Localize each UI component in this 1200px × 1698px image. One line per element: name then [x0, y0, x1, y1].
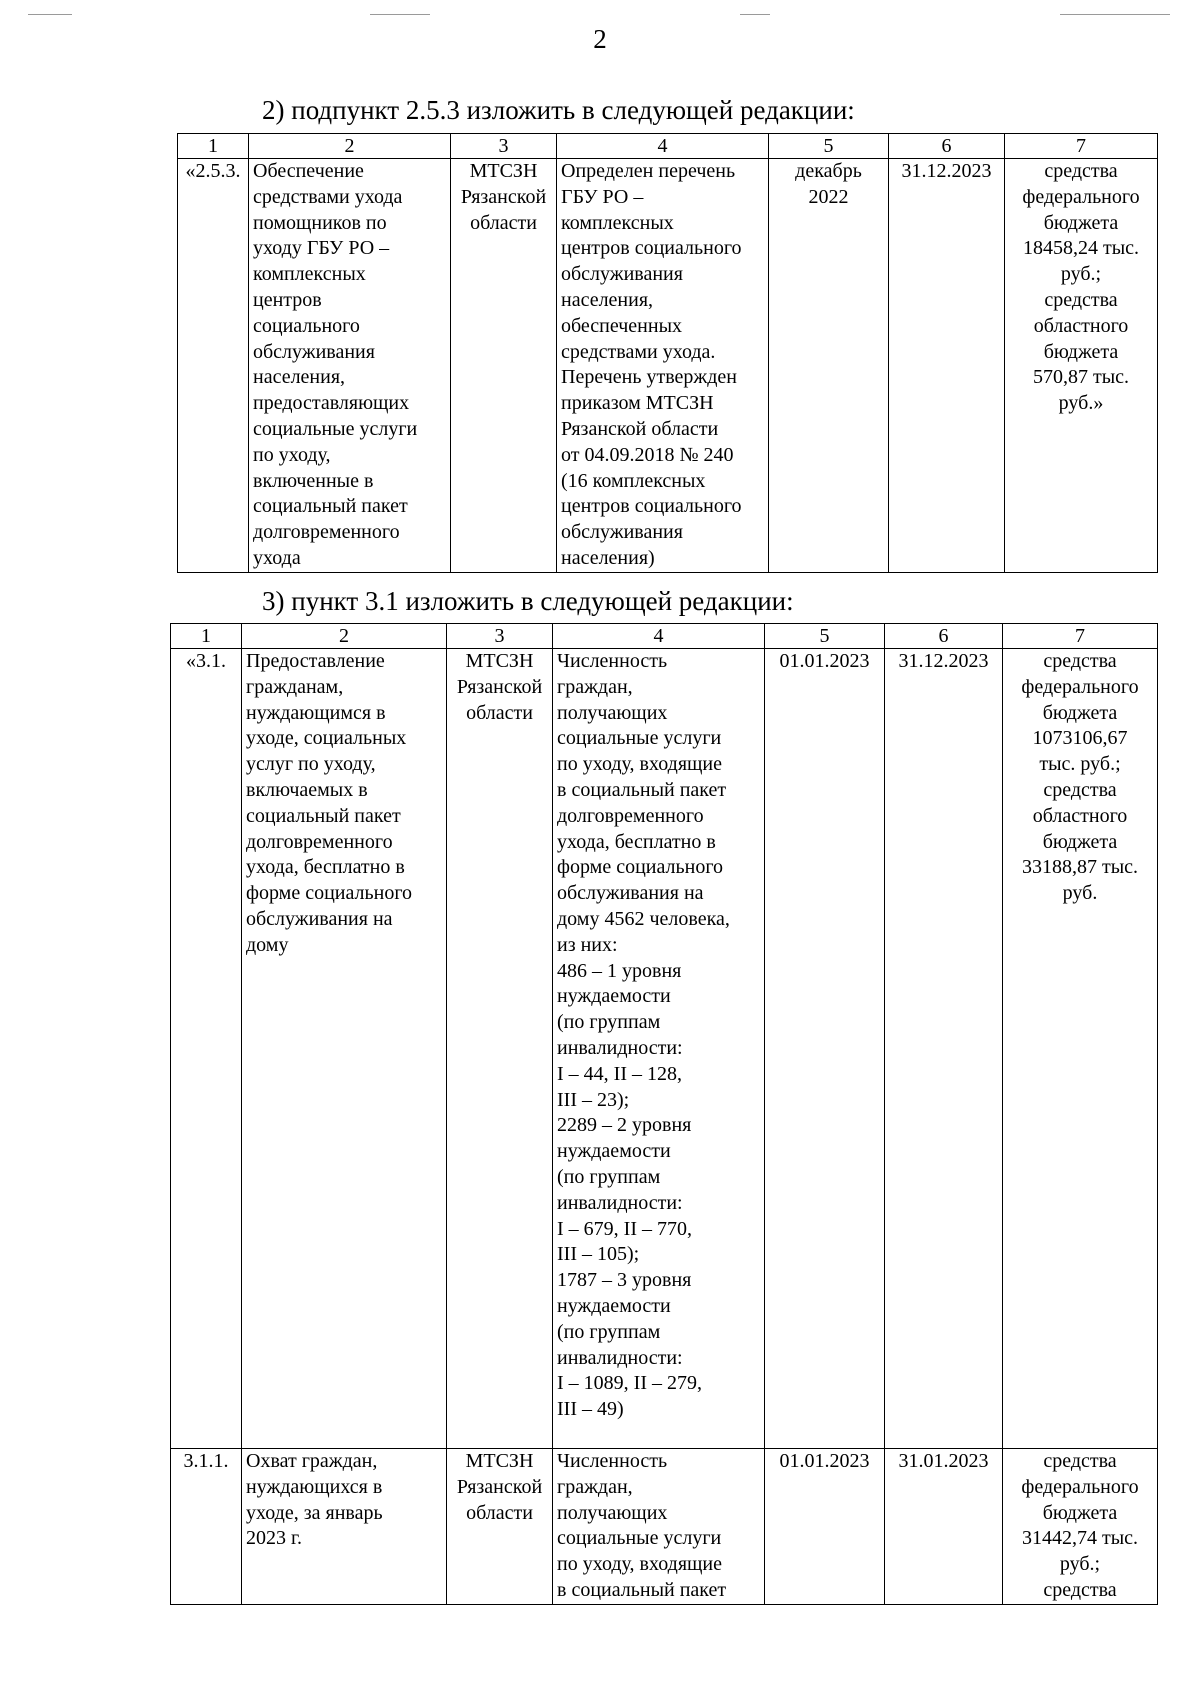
item-result: Численность граждан, получающих социальные услуги по уходу, входящие в социальный пакет долговременного ухода, бесплатно в форме социального обслуживания на дому 4562 человека, из них: 486 – 1 уровня нуждаемости (по группам инвалидности: I – 44, II – 128, III – 23); 2289 – 2 уровня нуждаемости (по группам инвалидности: I – 679, II – 770, III – 105); 1787 – 3 уровня нуждаемости (по группам инвалидности: I – 1089, II – 279, III – 49) [553, 649, 765, 1449]
item-name: Охват граждан, нуждающихся в уходе, за январь 2023 г. [242, 1449, 447, 1605]
item-result: Определен перечень ГБУ РО – комплексных центров социального обслуживания населения, обеспеченных средствами ухода. Перечень утвержден приказом МТСЗН Рязанской области от 04.09.2018 № 240 (16 комплексных центров социального обслуживания населения) [557, 159, 769, 573]
section-heading: 2) подпункт 2.5.3 изложить в следующей редакции: [262, 95, 855, 125]
item-start-date: 01.01.2023 [765, 649, 885, 1449]
section-heading: 3) пункт 3.1 изложить в следующей редакции: [262, 586, 794, 616]
column-number-3: 3 [447, 624, 553, 649]
item-executor: МТСЗН Рязанской области [447, 649, 553, 1449]
table-header-row [171, 624, 1158, 649]
item-executor: МТСЗН Рязанской области [447, 1449, 553, 1605]
scan-artifact [28, 14, 72, 15]
column-number-5: 5 [765, 624, 885, 649]
column-number-7: 7 [1005, 134, 1158, 159]
item-end-date: 31.01.2023 [885, 1449, 1003, 1605]
item-funding: средства федерального бюджета 1073106,67 тыс. руб.; средства областного бюджета 33188,87 тыс. руб. [1003, 649, 1158, 1449]
item-name: Предоставление гражданам, нуждающимся в уходе, социальных услуг по уходу, включаемых в социальный пакет долговременного ухода, бесплатно в форме социального обслуживания на дому [242, 649, 447, 1449]
scan-artifact [370, 14, 430, 15]
column-number-6: 6 [889, 134, 1005, 159]
page-number: 2 [593, 24, 607, 54]
column-number-4: 4 [553, 624, 765, 649]
column-number-1: 1 [171, 624, 242, 649]
item-end-date: 31.12.2023 [885, 649, 1003, 1449]
item-result: Численность граждан, получающих социальные услуги по уходу, входящие в социальный пакет [553, 1449, 765, 1605]
column-number-1: 1 [178, 134, 249, 159]
column-number-6: 6 [885, 624, 1003, 649]
column-number-3: 3 [451, 134, 557, 159]
item-end-date: 31.12.2023 [889, 159, 1005, 573]
item-executor: МТСЗН Рязанской области [451, 159, 557, 573]
item-number: 3.1.1. [171, 1449, 242, 1605]
item-number: «2.5.3. [178, 159, 249, 573]
table-row [171, 649, 1158, 1449]
item-funding: средства федерального бюджета 18458,24 тыс. руб.; средства областного бюджета 570,87 тыс. руб.» [1005, 159, 1158, 573]
column-number-2: 2 [242, 624, 447, 649]
table-row [171, 1449, 1158, 1605]
table-row [178, 159, 1158, 573]
item-name: Обеспечение средствами ухода помощников по уходу ГБУ РО – комплексных центров социального обслуживания населения, предоставляющих социальные услуги по уходу, включенные в социальный пакет долговременного ухода [249, 159, 451, 573]
scan-artifact [740, 14, 770, 15]
scan-artifact [1060, 14, 1170, 15]
item-start-date: 01.01.2023 [765, 1449, 885, 1605]
table-subitem-2-5-3 [177, 133, 1158, 573]
item-funding: средства федерального бюджета 31442,74 тыс. руб.; средства [1003, 1449, 1158, 1605]
table-header-row [178, 134, 1158, 159]
table-item-3-1 [170, 623, 1158, 1605]
column-number-4: 4 [557, 134, 769, 159]
item-start-date: декабрь 2022 [769, 159, 889, 573]
item-number: «3.1. [171, 649, 242, 1449]
column-number-7: 7 [1003, 624, 1158, 649]
column-number-5: 5 [769, 134, 889, 159]
column-number-2: 2 [249, 134, 451, 159]
